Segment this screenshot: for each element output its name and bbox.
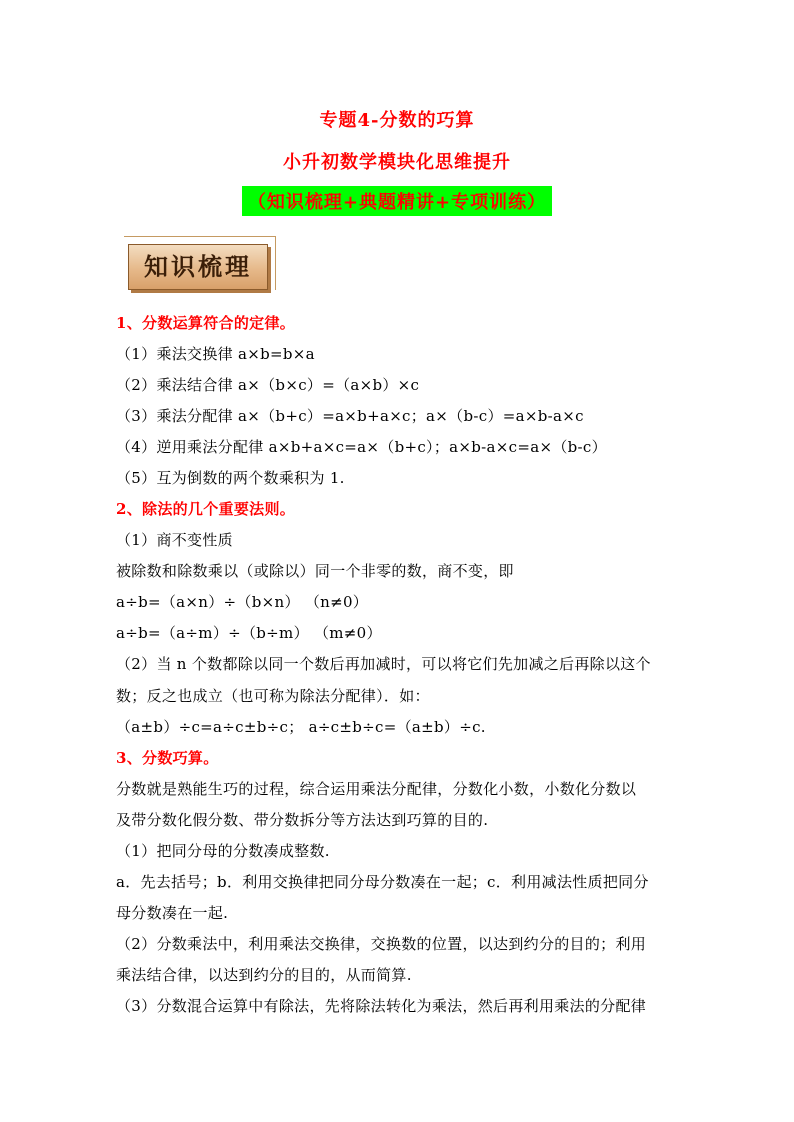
tagline-highlight: （知识梳理+典题精讲+专项训练） [242, 186, 552, 216]
paragraph-fraction-tricks-2: 及带分数化假分数、带分数拆分等方法达到巧算的目的. [116, 811, 489, 829]
formula-divide: a÷b=（a÷m）÷（b÷m） （m≠0） [116, 624, 382, 642]
law-reverse-distributive: （4）逆用乘法分配律 a×b+a×c=a×（b+c）；a×b-a×c=a×（b-c） [116, 438, 607, 456]
trick-same-denominator: （1）把同分母的分数凑成整数. [116, 842, 330, 860]
rule-quotient-text: 被除数和除数乘以（或除以）同一个非零的数，商不变，即 [116, 562, 514, 580]
document-title: 专题4-分数的巧算 [319, 110, 475, 131]
trick-mixed-operations: （3）分数混合运算中有除法，先将除法转化为乘法，然后再利用乘法的分配律 [116, 997, 647, 1015]
trick-steps-1: a．先去括号；b．利用交换律把同分母分数凑在一起；c．利用减法性质把同分 [116, 873, 649, 891]
section-badge: 知识梳理 [128, 244, 268, 290]
heading-fraction-tricks: 3、分数巧算。 [116, 749, 219, 767]
tagline-wrapper [0, 186, 794, 216]
formula-division-distributive: （a±b）÷c=a÷c±b÷c； a÷c±b÷c=（a±b）÷c. [116, 718, 486, 736]
rule-division-distributive-2: 数；反之也成立（也可称为除法分配律）．如： [116, 687, 430, 705]
heading-division-rules: 2、除法的几个重要法则。 [116, 500, 296, 518]
trick-steps-2: 母分数凑在一起. [116, 904, 229, 922]
law-associative: （2）乘法结合律 a×（b×c）=（a×b）×c [116, 376, 420, 394]
law-commutative: （1）乘法交换律 a×b=b×a [116, 345, 315, 363]
rule-quotient-invariance: （1）商不变性质 [116, 531, 233, 549]
formula-multiply: a÷b=（a×n）÷（b×n） （n≠0） [116, 593, 369, 611]
law-reciprocal: （5）互为倒数的两个数乘积为 1. [116, 469, 345, 487]
paragraph-fraction-tricks-1: 分数就是熟能生巧的过程，综合运用乘法分配律，分数化小数，小数化分数以 [116, 780, 637, 798]
law-distributive: （3）乘法分配律 a×（b+c）=a×b+a×c；a×（b-c）=a×b-a×c [116, 407, 584, 425]
rule-division-distributive-1: （2）当 n 个数都除以同一个数后再加减时，可以将它们先加减之后再除以这个 [116, 655, 651, 673]
heading-laws: 1、分数运算符合的定律。 [116, 314, 296, 332]
trick-multiplication-1: （2）分数乘法中，利用乘法交换律，交换数的位置，以达到约分的目的；利用 [116, 935, 647, 953]
document-subtitle: 小升初数学模块化思维提升 [283, 152, 511, 173]
trick-multiplication-2: 乘法结合律，以达到约分的目的，从而简算. [116, 966, 412, 984]
